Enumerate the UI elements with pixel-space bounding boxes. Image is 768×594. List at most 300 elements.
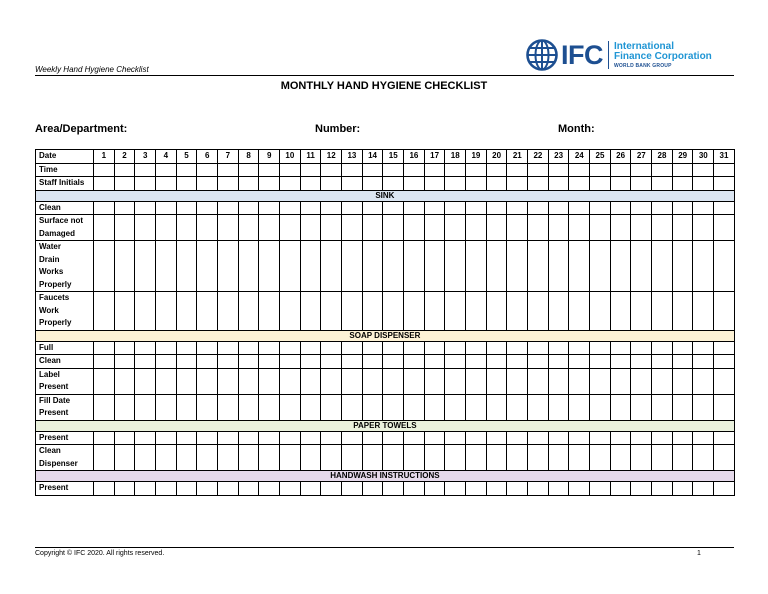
- check-cell-day-9[interactable]: [259, 394, 280, 420]
- check-cell-day-12[interactable]: [321, 394, 342, 420]
- check-cell-day-16[interactable]: [404, 292, 425, 331]
- check-cell-day-7[interactable]: [218, 355, 239, 369]
- check-cell-day-5[interactable]: [176, 394, 197, 420]
- check-cell-day-17[interactable]: [424, 482, 445, 496]
- check-cell-day-5[interactable]: [176, 201, 197, 215]
- check-cell-day-5[interactable]: [176, 163, 197, 177]
- check-cell-day-10[interactable]: [280, 241, 301, 292]
- check-cell-day-15[interactable]: [383, 215, 404, 241]
- check-cell-day-16[interactable]: [404, 177, 425, 191]
- check-cell-day-22[interactable]: [528, 201, 549, 215]
- check-cell-day-19[interactable]: [466, 482, 487, 496]
- check-cell-day-15[interactable]: [383, 355, 404, 369]
- check-cell-day-12[interactable]: [321, 431, 342, 445]
- check-cell-day-25[interactable]: [590, 163, 611, 177]
- check-cell-day-11[interactable]: [300, 394, 321, 420]
- check-cell-day-12[interactable]: [321, 201, 342, 215]
- check-cell-day-9[interactable]: [259, 368, 280, 394]
- check-cell-day-26[interactable]: [610, 431, 631, 445]
- check-cell-day-6[interactable]: [197, 355, 218, 369]
- check-cell-day-23[interactable]: [548, 292, 569, 331]
- check-cell-day-29[interactable]: [672, 482, 693, 496]
- check-cell-day-3[interactable]: [135, 368, 156, 394]
- check-cell-day-10[interactable]: [280, 431, 301, 445]
- check-cell-day-28[interactable]: [652, 368, 673, 394]
- check-cell-day-25[interactable]: [590, 292, 611, 331]
- check-cell-day-17[interactable]: [424, 292, 445, 331]
- check-cell-day-3[interactable]: [135, 292, 156, 331]
- check-cell-day-7[interactable]: [218, 177, 239, 191]
- check-cell-day-10[interactable]: [280, 177, 301, 191]
- check-cell-day-25[interactable]: [590, 394, 611, 420]
- check-cell-day-31[interactable]: [714, 355, 735, 369]
- check-cell-day-21[interactable]: [507, 241, 528, 292]
- check-cell-day-28[interactable]: [652, 445, 673, 471]
- check-cell-day-8[interactable]: [238, 368, 259, 394]
- check-cell-day-29[interactable]: [672, 368, 693, 394]
- check-cell-day-26[interactable]: [610, 163, 631, 177]
- check-cell-day-8[interactable]: [238, 394, 259, 420]
- check-cell-day-11[interactable]: [300, 215, 321, 241]
- check-cell-day-16[interactable]: [404, 201, 425, 215]
- check-cell-day-4[interactable]: [156, 163, 177, 177]
- check-cell-day-24[interactable]: [569, 292, 590, 331]
- check-cell-day-13[interactable]: [342, 163, 363, 177]
- check-cell-day-1[interactable]: [94, 201, 115, 215]
- check-cell-day-6[interactable]: [197, 445, 218, 471]
- check-cell-day-3[interactable]: [135, 241, 156, 292]
- check-cell-day-19[interactable]: [466, 341, 487, 355]
- check-cell-day-7[interactable]: [218, 201, 239, 215]
- check-cell-day-22[interactable]: [528, 163, 549, 177]
- check-cell-day-15[interactable]: [383, 163, 404, 177]
- check-cell-day-27[interactable]: [631, 201, 652, 215]
- check-cell-day-21[interactable]: [507, 341, 528, 355]
- check-cell-day-10[interactable]: [280, 394, 301, 420]
- check-cell-day-10[interactable]: [280, 445, 301, 471]
- check-cell-day-25[interactable]: [590, 482, 611, 496]
- check-cell-day-14[interactable]: [362, 368, 383, 394]
- check-cell-day-9[interactable]: [259, 177, 280, 191]
- check-cell-day-1[interactable]: [94, 482, 115, 496]
- check-cell-day-23[interactable]: [548, 163, 569, 177]
- check-cell-day-18[interactable]: [445, 215, 466, 241]
- check-cell-day-1[interactable]: [94, 215, 115, 241]
- check-cell-day-27[interactable]: [631, 215, 652, 241]
- check-cell-day-10[interactable]: [280, 355, 301, 369]
- check-cell-day-29[interactable]: [672, 177, 693, 191]
- check-cell-day-29[interactable]: [672, 445, 693, 471]
- check-cell-day-29[interactable]: [672, 394, 693, 420]
- check-cell-day-26[interactable]: [610, 241, 631, 292]
- check-cell-day-2[interactable]: [114, 201, 135, 215]
- check-cell-day-29[interactable]: [672, 431, 693, 445]
- check-cell-day-4[interactable]: [156, 201, 177, 215]
- check-cell-day-14[interactable]: [362, 341, 383, 355]
- check-cell-day-30[interactable]: [693, 163, 714, 177]
- check-cell-day-1[interactable]: [94, 177, 115, 191]
- check-cell-day-24[interactable]: [569, 368, 590, 394]
- check-cell-day-17[interactable]: [424, 241, 445, 292]
- check-cell-day-22[interactable]: [528, 445, 549, 471]
- check-cell-day-25[interactable]: [590, 241, 611, 292]
- check-cell-day-16[interactable]: [404, 482, 425, 496]
- check-cell-day-21[interactable]: [507, 355, 528, 369]
- check-cell-day-18[interactable]: [445, 355, 466, 369]
- check-cell-day-26[interactable]: [610, 341, 631, 355]
- check-cell-day-21[interactable]: [507, 292, 528, 331]
- check-cell-day-9[interactable]: [259, 201, 280, 215]
- check-cell-day-25[interactable]: [590, 368, 611, 394]
- check-cell-day-12[interactable]: [321, 177, 342, 191]
- check-cell-day-2[interactable]: [114, 341, 135, 355]
- check-cell-day-13[interactable]: [342, 241, 363, 292]
- check-cell-day-13[interactable]: [342, 215, 363, 241]
- check-cell-day-28[interactable]: [652, 177, 673, 191]
- check-cell-day-8[interactable]: [238, 215, 259, 241]
- check-cell-day-12[interactable]: [321, 445, 342, 471]
- check-cell-day-18[interactable]: [445, 431, 466, 445]
- check-cell-day-8[interactable]: [238, 482, 259, 496]
- check-cell-day-21[interactable]: [507, 215, 528, 241]
- check-cell-day-27[interactable]: [631, 482, 652, 496]
- check-cell-day-24[interactable]: [569, 431, 590, 445]
- check-cell-day-3[interactable]: [135, 341, 156, 355]
- check-cell-day-29[interactable]: [672, 355, 693, 369]
- check-cell-day-16[interactable]: [404, 394, 425, 420]
- check-cell-day-9[interactable]: [259, 241, 280, 292]
- check-cell-day-29[interactable]: [672, 241, 693, 292]
- check-cell-day-9[interactable]: [259, 431, 280, 445]
- check-cell-day-11[interactable]: [300, 163, 321, 177]
- check-cell-day-17[interactable]: [424, 177, 445, 191]
- check-cell-day-31[interactable]: [714, 394, 735, 420]
- check-cell-day-14[interactable]: [362, 292, 383, 331]
- check-cell-day-12[interactable]: [321, 292, 342, 331]
- check-cell-day-30[interactable]: [693, 215, 714, 241]
- check-cell-day-31[interactable]: [714, 177, 735, 191]
- check-cell-day-18[interactable]: [445, 241, 466, 292]
- check-cell-day-1[interactable]: [94, 241, 115, 292]
- check-cell-day-31[interactable]: [714, 445, 735, 471]
- check-cell-day-2[interactable]: [114, 241, 135, 292]
- check-cell-day-13[interactable]: [342, 355, 363, 369]
- check-cell-day-9[interactable]: [259, 341, 280, 355]
- check-cell-day-13[interactable]: [342, 292, 363, 331]
- check-cell-day-20[interactable]: [486, 163, 507, 177]
- check-cell-day-30[interactable]: [693, 368, 714, 394]
- check-cell-day-13[interactable]: [342, 368, 363, 394]
- check-cell-day-17[interactable]: [424, 201, 445, 215]
- check-cell-day-14[interactable]: [362, 431, 383, 445]
- check-cell-day-21[interactable]: [507, 394, 528, 420]
- check-cell-day-15[interactable]: [383, 368, 404, 394]
- check-cell-day-31[interactable]: [714, 431, 735, 445]
- check-cell-day-8[interactable]: [238, 431, 259, 445]
- check-cell-day-6[interactable]: [197, 431, 218, 445]
- check-cell-day-18[interactable]: [445, 201, 466, 215]
- check-cell-day-1[interactable]: [94, 355, 115, 369]
- check-cell-day-12[interactable]: [321, 482, 342, 496]
- check-cell-day-4[interactable]: [156, 431, 177, 445]
- check-cell-day-18[interactable]: [445, 368, 466, 394]
- check-cell-day-17[interactable]: [424, 341, 445, 355]
- check-cell-day-16[interactable]: [404, 445, 425, 471]
- check-cell-day-13[interactable]: [342, 431, 363, 445]
- check-cell-day-4[interactable]: [156, 394, 177, 420]
- check-cell-day-25[interactable]: [590, 445, 611, 471]
- check-cell-day-4[interactable]: [156, 368, 177, 394]
- check-cell-day-17[interactable]: [424, 215, 445, 241]
- check-cell-day-27[interactable]: [631, 368, 652, 394]
- check-cell-day-6[interactable]: [197, 215, 218, 241]
- check-cell-day-19[interactable]: [466, 292, 487, 331]
- check-cell-day-10[interactable]: [280, 368, 301, 394]
- check-cell-day-22[interactable]: [528, 394, 549, 420]
- check-cell-day-24[interactable]: [569, 163, 590, 177]
- check-cell-day-28[interactable]: [652, 201, 673, 215]
- check-cell-day-25[interactable]: [590, 177, 611, 191]
- check-cell-day-29[interactable]: [672, 215, 693, 241]
- check-cell-day-27[interactable]: [631, 177, 652, 191]
- check-cell-day-14[interactable]: [362, 241, 383, 292]
- check-cell-day-27[interactable]: [631, 431, 652, 445]
- check-cell-day-7[interactable]: [218, 215, 239, 241]
- check-cell-day-31[interactable]: [714, 292, 735, 331]
- check-cell-day-4[interactable]: [156, 355, 177, 369]
- check-cell-day-15[interactable]: [383, 201, 404, 215]
- check-cell-day-27[interactable]: [631, 341, 652, 355]
- check-cell-day-19[interactable]: [466, 355, 487, 369]
- check-cell-day-9[interactable]: [259, 355, 280, 369]
- check-cell-day-4[interactable]: [156, 177, 177, 191]
- check-cell-day-10[interactable]: [280, 292, 301, 331]
- check-cell-day-18[interactable]: [445, 445, 466, 471]
- check-cell-day-15[interactable]: [383, 431, 404, 445]
- check-cell-day-6[interactable]: [197, 177, 218, 191]
- check-cell-day-6[interactable]: [197, 394, 218, 420]
- check-cell-day-4[interactable]: [156, 445, 177, 471]
- check-cell-day-4[interactable]: [156, 341, 177, 355]
- check-cell-day-11[interactable]: [300, 355, 321, 369]
- check-cell-day-14[interactable]: [362, 482, 383, 496]
- check-cell-day-28[interactable]: [652, 482, 673, 496]
- check-cell-day-5[interactable]: [176, 482, 197, 496]
- check-cell-day-5[interactable]: [176, 177, 197, 191]
- check-cell-day-10[interactable]: [280, 482, 301, 496]
- check-cell-day-19[interactable]: [466, 394, 487, 420]
- check-cell-day-23[interactable]: [548, 177, 569, 191]
- check-cell-day-13[interactable]: [342, 445, 363, 471]
- check-cell-day-2[interactable]: [114, 292, 135, 331]
- check-cell-day-23[interactable]: [548, 368, 569, 394]
- check-cell-day-16[interactable]: [404, 163, 425, 177]
- check-cell-day-9[interactable]: [259, 482, 280, 496]
- check-cell-day-15[interactable]: [383, 341, 404, 355]
- check-cell-day-5[interactable]: [176, 215, 197, 241]
- check-cell-day-7[interactable]: [218, 431, 239, 445]
- check-cell-day-2[interactable]: [114, 394, 135, 420]
- check-cell-day-2[interactable]: [114, 368, 135, 394]
- check-cell-day-21[interactable]: [507, 445, 528, 471]
- check-cell-day-28[interactable]: [652, 163, 673, 177]
- check-cell-day-27[interactable]: [631, 394, 652, 420]
- check-cell-day-28[interactable]: [652, 341, 673, 355]
- check-cell-day-15[interactable]: [383, 177, 404, 191]
- check-cell-day-22[interactable]: [528, 215, 549, 241]
- check-cell-day-24[interactable]: [569, 241, 590, 292]
- check-cell-day-24[interactable]: [569, 394, 590, 420]
- check-cell-day-24[interactable]: [569, 215, 590, 241]
- check-cell-day-28[interactable]: [652, 241, 673, 292]
- check-cell-day-31[interactable]: [714, 341, 735, 355]
- check-cell-day-23[interactable]: [548, 201, 569, 215]
- check-cell-day-22[interactable]: [528, 292, 549, 331]
- check-cell-day-2[interactable]: [114, 215, 135, 241]
- check-cell-day-15[interactable]: [383, 241, 404, 292]
- check-cell-day-5[interactable]: [176, 368, 197, 394]
- check-cell-day-12[interactable]: [321, 355, 342, 369]
- check-cell-day-10[interactable]: [280, 201, 301, 215]
- check-cell-day-17[interactable]: [424, 355, 445, 369]
- check-cell-day-30[interactable]: [693, 445, 714, 471]
- check-cell-day-9[interactable]: [259, 292, 280, 331]
- check-cell-day-30[interactable]: [693, 292, 714, 331]
- check-cell-day-1[interactable]: [94, 394, 115, 420]
- check-cell-day-8[interactable]: [238, 355, 259, 369]
- check-cell-day-30[interactable]: [693, 241, 714, 292]
- check-cell-day-13[interactable]: [342, 177, 363, 191]
- check-cell-day-14[interactable]: [362, 177, 383, 191]
- check-cell-day-13[interactable]: [342, 201, 363, 215]
- check-cell-day-20[interactable]: [486, 241, 507, 292]
- check-cell-day-31[interactable]: [714, 482, 735, 496]
- check-cell-day-11[interactable]: [300, 341, 321, 355]
- check-cell-day-5[interactable]: [176, 241, 197, 292]
- check-cell-day-8[interactable]: [238, 201, 259, 215]
- check-cell-day-23[interactable]: [548, 394, 569, 420]
- check-cell-day-8[interactable]: [238, 177, 259, 191]
- check-cell-day-11[interactable]: [300, 368, 321, 394]
- check-cell-day-9[interactable]: [259, 163, 280, 177]
- check-cell-day-6[interactable]: [197, 163, 218, 177]
- check-cell-day-26[interactable]: [610, 215, 631, 241]
- check-cell-day-21[interactable]: [507, 163, 528, 177]
- check-cell-day-3[interactable]: [135, 394, 156, 420]
- check-cell-day-5[interactable]: [176, 341, 197, 355]
- check-cell-day-5[interactable]: [176, 431, 197, 445]
- check-cell-day-19[interactable]: [466, 431, 487, 445]
- check-cell-day-27[interactable]: [631, 445, 652, 471]
- check-cell-day-14[interactable]: [362, 445, 383, 471]
- check-cell-day-26[interactable]: [610, 368, 631, 394]
- check-cell-day-30[interactable]: [693, 431, 714, 445]
- check-cell-day-31[interactable]: [714, 201, 735, 215]
- check-cell-day-20[interactable]: [486, 368, 507, 394]
- check-cell-day-11[interactable]: [300, 201, 321, 215]
- check-cell-day-13[interactable]: [342, 482, 363, 496]
- check-cell-day-8[interactable]: [238, 341, 259, 355]
- check-cell-day-9[interactable]: [259, 445, 280, 471]
- check-cell-day-3[interactable]: [135, 445, 156, 471]
- check-cell-day-25[interactable]: [590, 215, 611, 241]
- check-cell-day-7[interactable]: [218, 482, 239, 496]
- check-cell-day-27[interactable]: [631, 355, 652, 369]
- check-cell-day-7[interactable]: [218, 163, 239, 177]
- check-cell-day-24[interactable]: [569, 341, 590, 355]
- check-cell-day-23[interactable]: [548, 215, 569, 241]
- check-cell-day-22[interactable]: [528, 341, 549, 355]
- check-cell-day-6[interactable]: [197, 201, 218, 215]
- check-cell-day-26[interactable]: [610, 177, 631, 191]
- check-cell-day-19[interactable]: [466, 445, 487, 471]
- check-cell-day-27[interactable]: [631, 163, 652, 177]
- check-cell-day-24[interactable]: [569, 355, 590, 369]
- check-cell-day-11[interactable]: [300, 431, 321, 445]
- check-cell-day-3[interactable]: [135, 163, 156, 177]
- check-cell-day-10[interactable]: [280, 163, 301, 177]
- check-cell-day-4[interactable]: [156, 482, 177, 496]
- check-cell-day-20[interactable]: [486, 177, 507, 191]
- check-cell-day-20[interactable]: [486, 355, 507, 369]
- check-cell-day-18[interactable]: [445, 292, 466, 331]
- check-cell-day-20[interactable]: [486, 201, 507, 215]
- check-cell-day-26[interactable]: [610, 355, 631, 369]
- check-cell-day-14[interactable]: [362, 163, 383, 177]
- check-cell-day-25[interactable]: [590, 201, 611, 215]
- check-cell-day-19[interactable]: [466, 215, 487, 241]
- check-cell-day-20[interactable]: [486, 431, 507, 445]
- check-cell-day-22[interactable]: [528, 177, 549, 191]
- check-cell-day-5[interactable]: [176, 445, 197, 471]
- check-cell-day-30[interactable]: [693, 177, 714, 191]
- check-cell-day-3[interactable]: [135, 482, 156, 496]
- check-cell-day-6[interactable]: [197, 292, 218, 331]
- check-cell-day-28[interactable]: [652, 292, 673, 331]
- check-cell-day-12[interactable]: [321, 163, 342, 177]
- check-cell-day-16[interactable]: [404, 215, 425, 241]
- check-cell-day-5[interactable]: [176, 355, 197, 369]
- check-cell-day-11[interactable]: [300, 445, 321, 471]
- check-cell-day-24[interactable]: [569, 177, 590, 191]
- check-cell-day-4[interactable]: [156, 292, 177, 331]
- check-cell-day-30[interactable]: [693, 201, 714, 215]
- check-cell-day-20[interactable]: [486, 445, 507, 471]
- check-cell-day-25[interactable]: [590, 431, 611, 445]
- check-cell-day-1[interactable]: [94, 163, 115, 177]
- check-cell-day-27[interactable]: [631, 241, 652, 292]
- check-cell-day-19[interactable]: [466, 241, 487, 292]
- check-cell-day-6[interactable]: [197, 341, 218, 355]
- check-cell-day-19[interactable]: [466, 368, 487, 394]
- check-cell-day-15[interactable]: [383, 482, 404, 496]
- check-cell-day-17[interactable]: [424, 445, 445, 471]
- check-cell-day-22[interactable]: [528, 368, 549, 394]
- check-cell-day-18[interactable]: [445, 394, 466, 420]
- check-cell-day-11[interactable]: [300, 241, 321, 292]
- check-cell-day-12[interactable]: [321, 215, 342, 241]
- check-cell-day-19[interactable]: [466, 201, 487, 215]
- check-cell-day-21[interactable]: [507, 368, 528, 394]
- check-cell-day-20[interactable]: [486, 341, 507, 355]
- check-cell-day-2[interactable]: [114, 177, 135, 191]
- check-cell-day-16[interactable]: [404, 368, 425, 394]
- check-cell-day-30[interactable]: [693, 394, 714, 420]
- check-cell-day-28[interactable]: [652, 431, 673, 445]
- check-cell-day-16[interactable]: [404, 431, 425, 445]
- check-cell-day-16[interactable]: [404, 241, 425, 292]
- check-cell-day-8[interactable]: [238, 445, 259, 471]
